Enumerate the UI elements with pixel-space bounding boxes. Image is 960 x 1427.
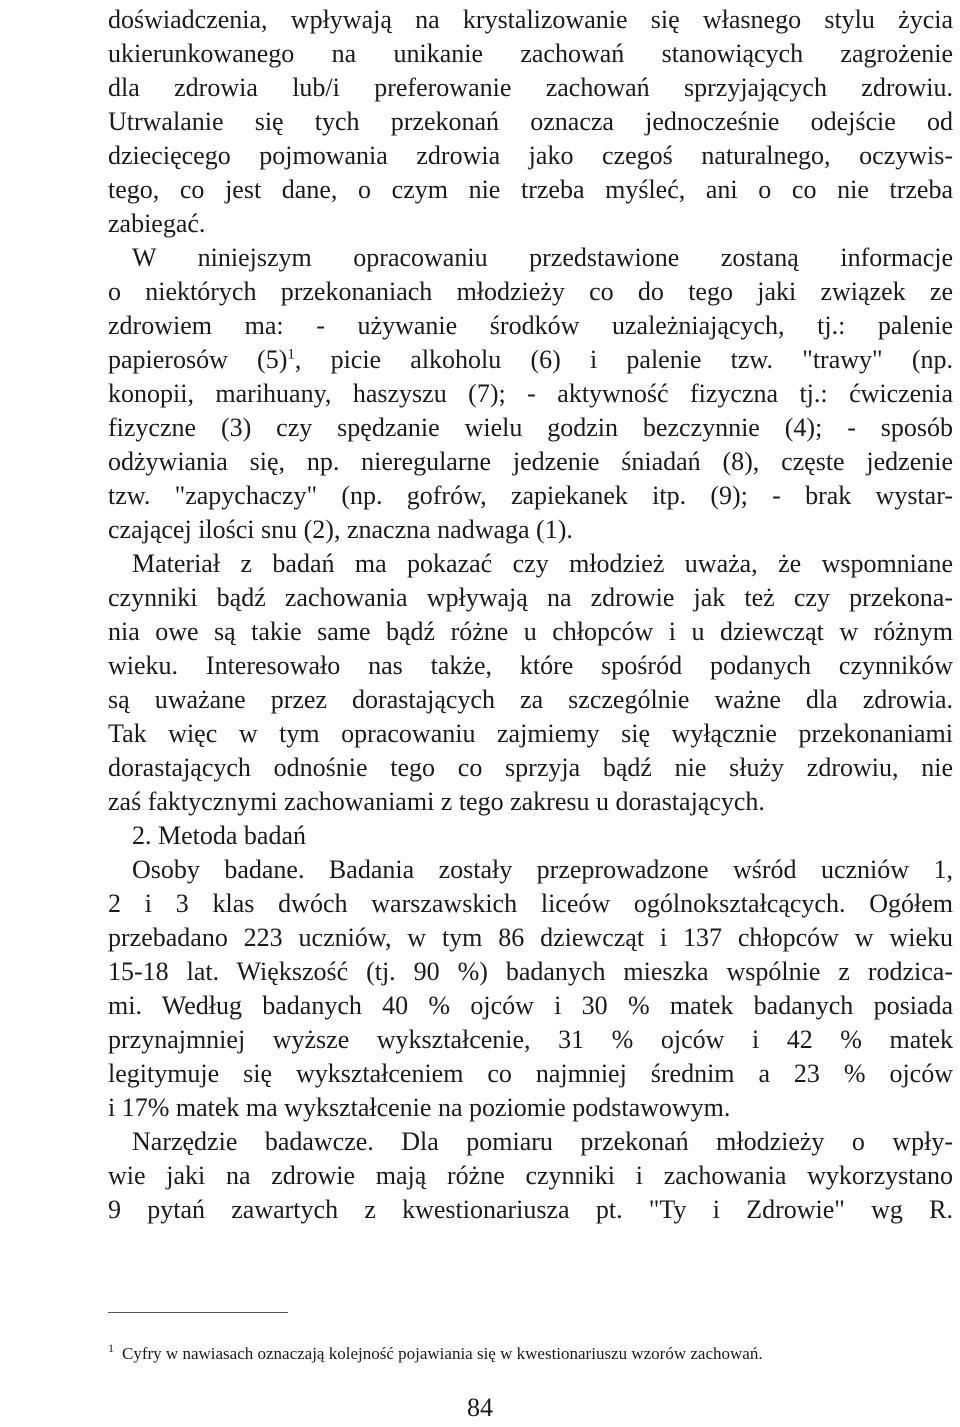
text-line: nia owe są takie same bądź różne u chłopców i u dziewcząt w różnym — [108, 617, 953, 646]
text-line: tzw. "zapychaczy" (np. gofrów, zapiekanek itp. (9); - brak wystar- — [108, 481, 953, 510]
text-line: przebadano 223 uczniów, w tym 86 dziewcząt i 137 chłopców w wieku — [108, 923, 953, 952]
footnote — [108, 1343, 953, 1365]
text-line: Materiał z badań ma pokazać czy młodzież uważa, że wspomniane — [132, 549, 953, 578]
text-line: Utrwalanie się tych przekonań oznacza jednocześnie odejście od — [108, 107, 953, 136]
text-line: i 17% matek ma wykształcenie na poziomie podstawowym. — [108, 1093, 731, 1122]
text-line: Narzędzie badawcze. Dla pomiaru przekonań młodzieży o wpły- — [132, 1127, 953, 1156]
text-line: są uważane przez dorastających za szczególnie ważne dla zdrowia. — [108, 685, 953, 714]
text-fragment: papierosów (5) — [108, 345, 288, 374]
text-line: czającej ilości snu (2), znaczna nadwaga (1). — [108, 515, 573, 544]
text-line: legitymuje się wykształceniem co najmniej średnim a 23 % ojców — [108, 1059, 953, 1088]
text-line: Tak więc w tym opracowaniu zajmiemy się wyłącznie przekonaniami — [108, 719, 953, 748]
text-line: wie jaki na zdrowie mają różne czynniki i zachowania wykorzystano — [108, 1161, 953, 1190]
text-fragment: , picie alkoholu (6) i palenie tzw. "trawy" (np. — [294, 345, 953, 374]
text-line: konopii, marihuany, haszyszu (7); - aktywność fizyczna tj.: ćwiczenia — [108, 379, 953, 408]
text-line: Osoby badane. Badania zostały przeprowadzone wśród uczniów 1, — [132, 855, 953, 884]
footnote-mark: 1 — [108, 1341, 114, 1356]
text-line: W niniejszym opracowaniu przedstawione zostaną informacje — [132, 243, 953, 272]
text-line: fizyczne (3) czy spędzanie wielu godzin bezczynnie (4); - sposób — [108, 413, 953, 442]
footnote-divider — [108, 1312, 288, 1313]
text-line: doświadczenia, wpływają na krystalizowanie się własnego stylu życia — [108, 5, 953, 34]
text-line: dla zdrowia lub/i preferowanie zachowań sprzyjających zdrowiu. — [108, 73, 953, 102]
text-line: dorastających odnośnie tego co sprzyja bądź nie służy zdrowiu, nie — [108, 753, 953, 782]
text-line: tego, co jest dane, o czym nie trzeba myśleć, ani o co nie trzeba — [108, 175, 953, 204]
text-line: dziecięcego pojmowania zdrowia jako czegoś naturalnego, oczywis- — [108, 141, 953, 170]
text-line: czynniki bądź zachowania wpływają na zdrowie jak też czy przekona- — [108, 583, 953, 612]
text-line: 9 pytań zawartych z kwestionariusza pt. "Ty i Zdrowie" wg R. — [108, 1195, 953, 1224]
text-line: odżywiania się, np. nieregularne jedzenie śniadań (8), częste jedzenie — [108, 447, 953, 476]
text-line — [108, 343, 953, 376]
text-line: zabiegać. — [108, 209, 206, 238]
text-line: przynajmniej wyższe wykształcenie, 31 % ojców i 42 % matek — [108, 1025, 953, 1054]
text-line: ukierunkowanego na unikanie zachowań stanowiących zagrożenie — [108, 39, 953, 68]
page-number: 84 — [467, 1393, 493, 1422]
section-heading: 2. Metoda badań — [132, 821, 307, 850]
text-line: zdrowiem ma: - używanie środków uzależniających, tj.: palenie — [108, 311, 953, 340]
text-line: o niektórych przekonaniach młodzieży co do tego jaki związek ze — [108, 277, 953, 306]
footnote-reference: 1 — [287, 346, 295, 363]
text-line: wieku. Interesowało nas także, które spośród podanych czynników — [108, 651, 953, 680]
text-line: mi. Według badanych 40 % ojców i 30 % matek badanych posiada — [108, 991, 953, 1020]
footnote-text: Cyfry w nawiasach oznaczają kolejność pojawiania się w kwestionariuszu wzorów zachowań. — [122, 1344, 763, 1363]
text-line: 2 i 3 klas dwóch warszawskich liceów ogólnokształcących. Ogółem — [108, 889, 953, 918]
text-line: zaś faktycznymi zachowaniami z tego zakresu u dorastających. — [108, 787, 765, 816]
text-line: 15-18 lat. Większość (tj. 90 %) badanych mieszka wspólnie z rodzica- — [108, 957, 953, 986]
